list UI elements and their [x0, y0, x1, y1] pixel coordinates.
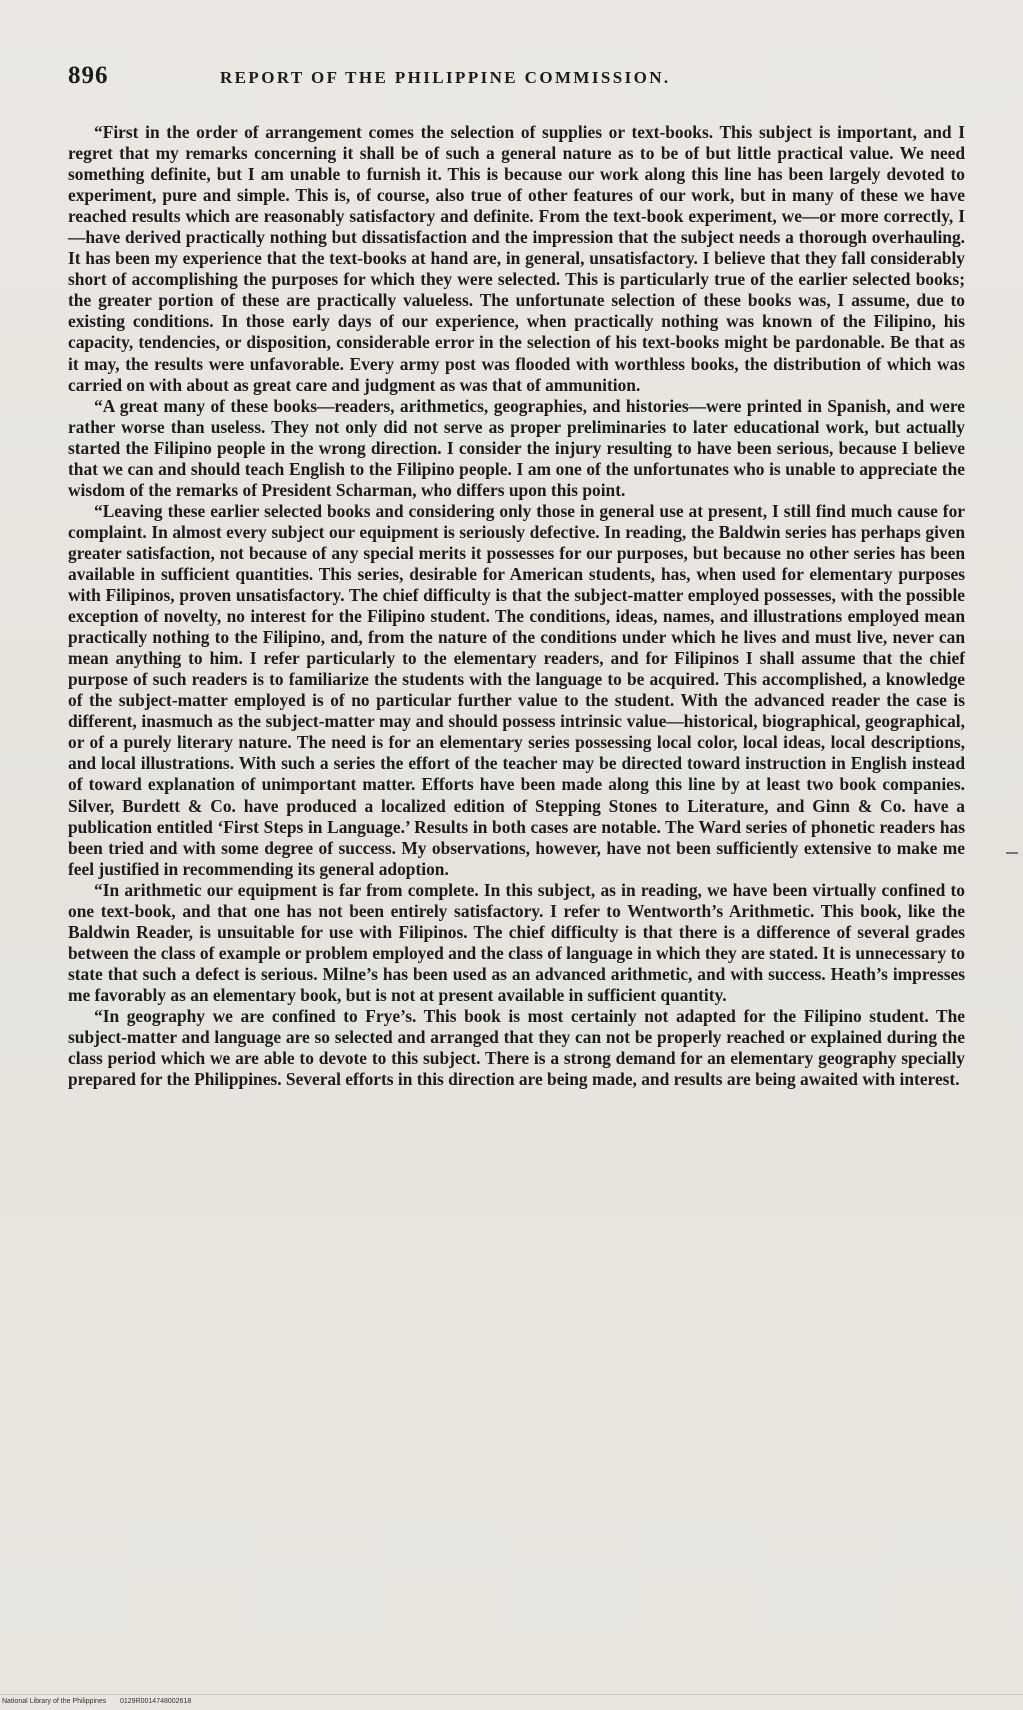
paragraph-arithmetic: “In arithmetic our equipment is far from complete. In this subject, as in reading, we have been virtually confined to one text-book, and that one has not been entirely satisfactory. I refer to Wentworth’s Arithmetic. This book, like the Baldwin Reader, is unsuitable for use with Filipinos. The chief difficulty is that there is a difference of several grades between the class of example or problem employed and the class of language in which they are stated. It is unnecessary to state that such a defect is serious. Milne’s has been used as an advanced arithmetic, and with success. Heath’s impresses me favorably as an elementary book, but is not at present available in sufficient quantity.	[68, 879, 965, 1005]
margin-mark	[1006, 852, 1018, 854]
footer-divider	[0, 1694, 1023, 1695]
paragraph-text-books: “First in the order of arrangement comes the selection of supplies or text-books. This subject is important, and I regret that my remarks concerning it shall be of such a general nature as to be of but little practical value. We need something definite, but I am unable to furnish it. This is because our work along this line has been largely devoted to experiment, pure and simple. This is, of course, also true of other features of our work, but in many of these we have reached results which are reasonably satisfactory and definite. From the text-book experiment, we—or more correctly, I—have derived practically nothing but dissatisfaction and the impression that the subject needs a thorough overhauling. It has been my experience that the text-books at hand are, in general, unsatisfactory. I believe that they fall considerably short of accomplishing the purposes for which they were selected. This is particularly true of the earlier selected books; the greater portion of these are practically valueless. The unfortunate selection of these books was, I assume, due to existing conditions. In those early days of our experience, when practically nothing was known of the Filipino, his capacity, tendencies, or disposition, considerable error in the selection of his text-books might be pardonable. Be that as it may, the results were unfavorable. Every army post was flooded with worthless books, the distribution of which was carried on with about as great care and judgment as was that of ammunition.	[68, 122, 965, 395]
paragraph-spanish-books: “A great many of these books—readers, arithmetics, geographies, and histories—were printed in Spanish, and were rather worse than useless. They not only did not serve as proper preliminaries to later educational work, but actually started the Filipino people in the wrong direction. I consider the injury resulting to have been serious, because I believe that we can and should teach English to the Filipino people. I am one of the unfortunates who is unable to appreciate the wisdom of the remarks of President Scharman, who differs upon this point.	[68, 395, 965, 500]
scan-footer	[0, 1694, 1023, 1710]
footer-identifier: 0129R0014748002618	[120, 1698, 192, 1705]
footer-library: National Library of the Philippines	[2, 1698, 107, 1705]
running-head: REPORT OF THE PHILIPPINE COMMISSION.	[220, 68, 671, 87]
paragraph-geography: “In geography we are confined to Frye’s. This book is most certainly not adapted for the Filipino student. The subject-matter and language are so selected and arranged that they can not be properly reached or explained during the class period which we are able to devote to this subject. There is a strong demand for an elementary geography specially prepared for the Philippines. Several efforts in this direction are being made, and results are being awaited with interest.	[68, 1005, 965, 1090]
page-header	[68, 62, 968, 98]
body-text	[68, 122, 965, 1090]
page-number: 896	[68, 62, 109, 89]
paragraph-reading: “Leaving these earlier selected books and considering only those in general use at present, I still find much cause for complaint. In almost every subject our equipment is seriously defective. In reading, the Baldwin series has perhaps given greater satisfaction, not because of any special merits it possesses for our purposes, but because no other series has been available in sufficient quantities. This series, desirable for American students, has, when used for elementary purposes with Filipinos, proven unsatisfactory. The chief difficulty is that the subject-matter employed possesses, with the possible exception of novelty, no interest for the Filipino student. The conditions, ideas, names, and illustrations employed mean practically nothing to the Filipino, and, from the nature of the conditions under which he lives and must live, never can mean anything to him. I refer particularly to the elementary readers, and for Filipinos I shall assume that the chief purpose of such readers is to familiarize the students with the language to be acquired. This accomplished, a knowledge of the subject-matter employed is of no particular further value to the student. With the advanced reader the case is different, inasmuch as the subject-matter may and should possess intrinsic value—historical, biographical, geographical, or of a purely literary nature. The need is for an elementary series possessing local color, local ideas, local descriptions, and local illustrations. With such a series the effort of the teacher may be directed toward instruction in English instead of toward explanation of unimportant matter. Efforts have been made along this line by at least two book companies. Silver, Burdett & Co. have produced a localized edition of Stepping Stones to Literature, and Ginn & Co. have a publication entitled ‘First Steps in Language.’ Results in both cases are notable. The Ward series of phonetic readers has been tried and with some degree of success. My observations, however, have not been sufficiently extensive to make me feel justified in recommending its general adoption.	[68, 500, 965, 879]
